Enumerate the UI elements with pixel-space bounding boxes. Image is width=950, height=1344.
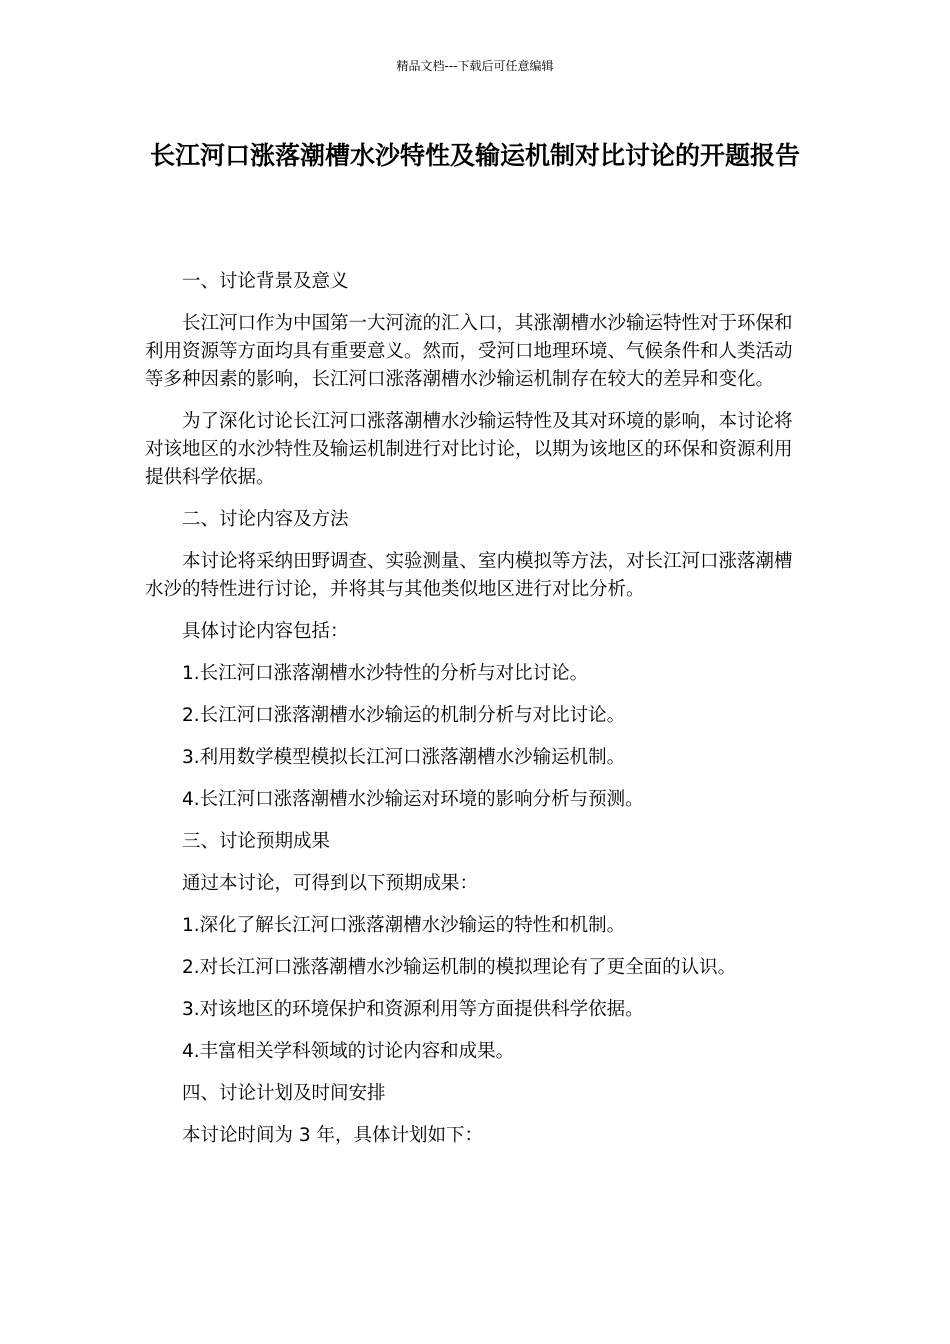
list-item-outcome-3: 3.对该地区的环境保护和资源利用等方面提供科学依据。 <box>182 999 644 1020</box>
list-item-outcome-2: 2.对长江河口涨落潮槽水沙输运机制的模拟理论有了更全面的认识。 <box>182 957 737 978</box>
paragraph-purpose: 为了深化讨论长江河口涨落潮槽水沙输运特性及其对环境的影响，本讨论将对该地区的水沙特性及输运机制进行对比讨论，以期为该地区的环保和资源利用提供科学依据。 <box>145 411 793 488</box>
paragraph-outcomes-intro: 通过本讨论，可得到以下预期成果： <box>182 873 479 894</box>
list-item-outcome-1: 1.深化了解长江河口涨落潮槽水沙输运的特性和机制。 <box>182 915 626 936</box>
paragraph-content-intro: 具体讨论内容包括： <box>182 621 349 642</box>
paragraph-background: 长江河口作为中国第一大河流的汇入口，其涨潮槽水沙输运特性对于环保和利用资源等方面均具有重要意义。然而，受河口地理环境、气候条件和人类活动等多种因素的影响，长江河口涨落潮槽水沙输运机制存在较大的差异和变化。 <box>145 313 793 390</box>
list-item-content-2: 2.长江河口涨落潮槽水沙输运的机制分析与对比讨论。 <box>182 705 626 726</box>
section-heading-4: 四、讨论计划及时间安排 <box>182 1083 386 1104</box>
list-item-outcome-4: 4.丰富相关学科领域的讨论内容和成果。 <box>182 1041 515 1062</box>
document-body <box>145 268 807 1164</box>
section-heading-2: 二、讨论内容及方法 <box>182 509 349 530</box>
paragraph-methods: 本讨论将采纳田野调查、实验测量、室内模拟等方法，对长江河口涨落潮槽水沙的特性进行讨论，并将其与其他类似地区进行对比分析。 <box>145 551 793 600</box>
list-item-content-1: 1.长江河口涨落潮槽水沙特性的分析与对比讨论。 <box>182 663 589 684</box>
page-header: 精品文档---下载后可任意编辑 <box>396 59 554 73</box>
section-heading-3: 三、讨论预期成果 <box>182 831 331 852</box>
paragraph-schedule-intro: 本讨论时间为 3 年，具体计划如下： <box>182 1125 484 1146</box>
document-title: 长江河口涨落潮槽水沙特性及输运机制对比讨论的开题报告 <box>149 141 800 170</box>
list-item-content-4: 4.长江河口涨落潮槽水沙输运对环境的影响分析与预测。 <box>182 789 644 810</box>
list-item-content-3: 3.利用数学模型模拟长江河口涨落潮槽水沙输运机制。 <box>182 747 626 768</box>
section-heading-1: 一、讨论背景及意义 <box>182 271 349 292</box>
